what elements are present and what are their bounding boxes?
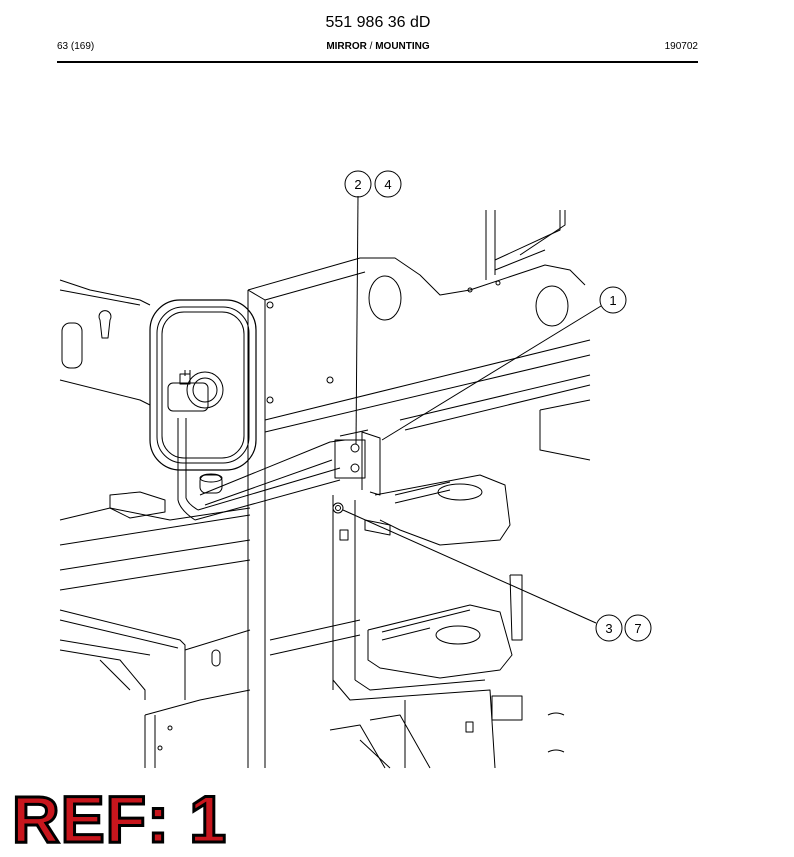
callout-leaders [343,196,601,623]
callout-1 [600,287,626,313]
callout-label-1: 1 [609,293,617,308]
title-separator: / [366,41,376,52]
document-number: 551 986 36 dD [325,14,431,31]
title-main: MIRROR [326,41,367,52]
callout-3-7 [596,615,651,641]
callout-label-7: 7 [634,621,642,636]
callout-label-2: 2 [354,177,362,192]
callout-label-3: 3 [605,621,613,636]
date-code: 190702 [664,41,698,52]
left-frame [60,280,250,768]
callout-2-4 [345,171,401,197]
title-sub: MOUNTING [375,41,430,52]
mirror-head [150,300,256,470]
lower-hub [368,605,512,678]
ref-label: REF: 1 [12,782,228,856]
callout-label-4: 4 [384,177,392,192]
mirror-arm [178,418,380,520]
page-reference: 63 (169) [57,41,95,52]
upper-hub [365,475,510,545]
